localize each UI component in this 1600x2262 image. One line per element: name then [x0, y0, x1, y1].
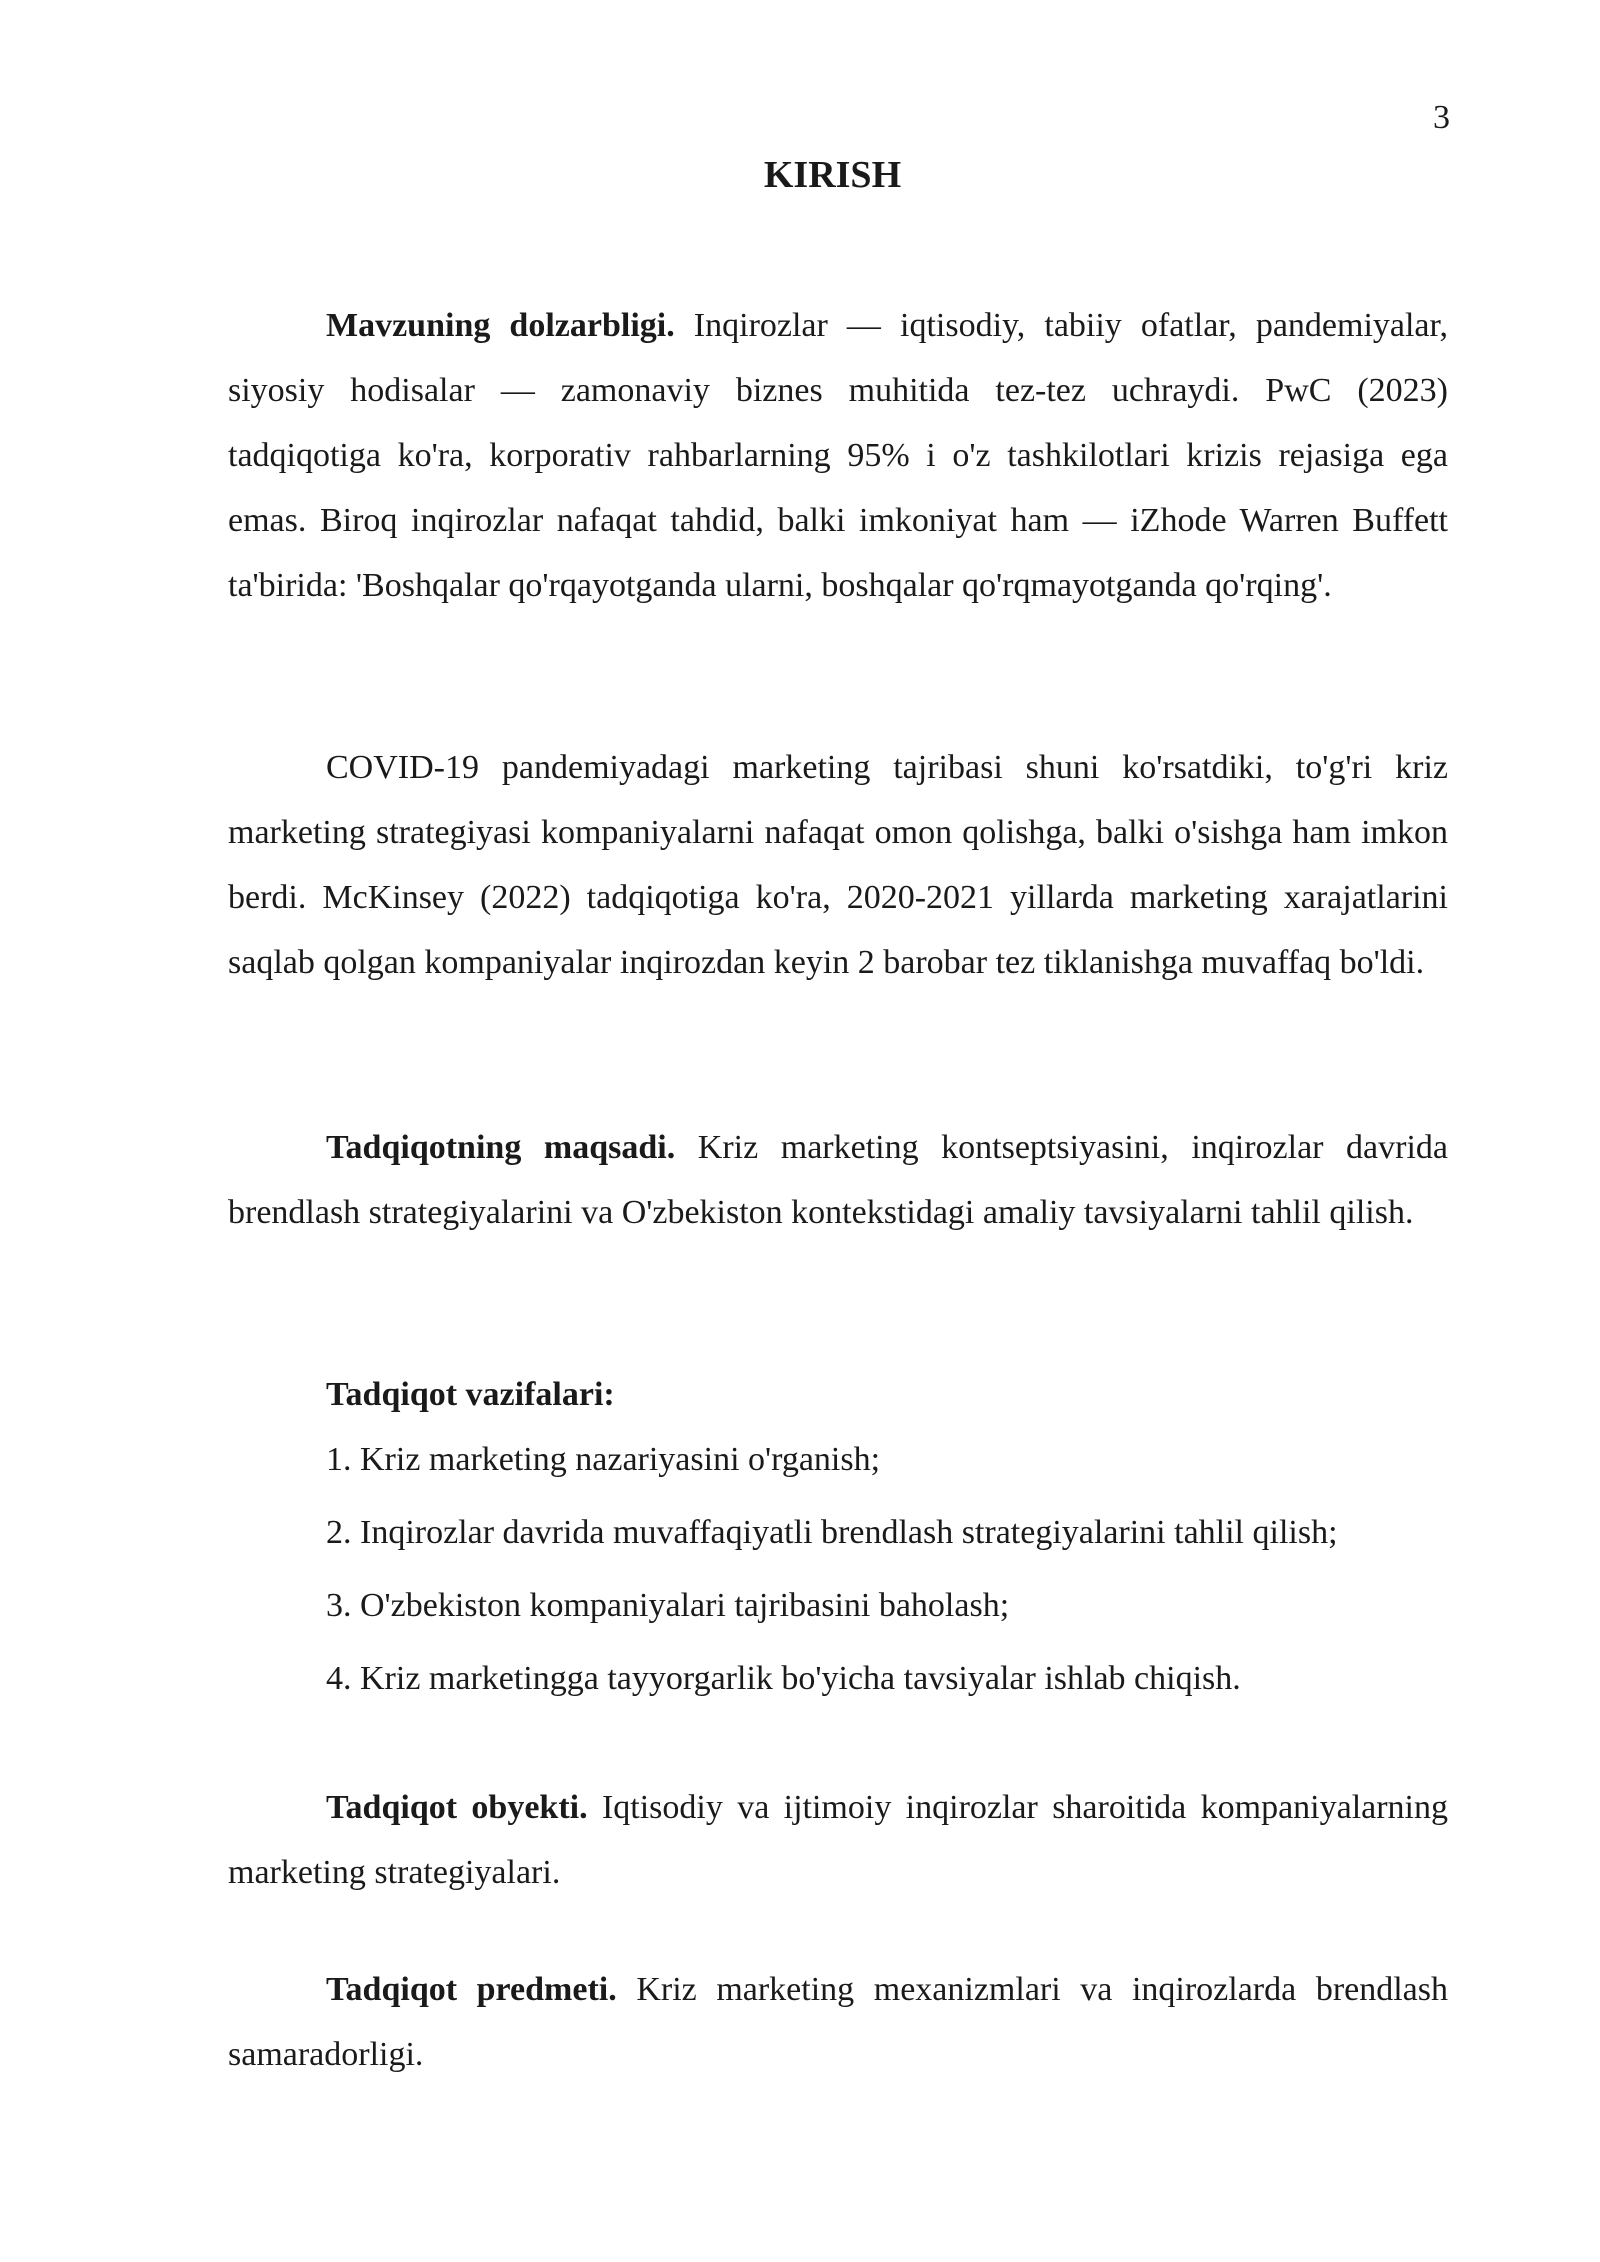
goal-paragraph-block — [228, 1115, 1448, 1245]
subject-paragraph — [228, 1957, 1448, 2087]
goal-label: Tadqiqotning maqsadi. — [326, 1129, 676, 1166]
object-paragraph — [228, 1775, 1448, 1905]
page-number: 3 — [1433, 99, 1450, 136]
task-item: 3. O'zbekiston kompaniyalari tajribasini baholash; — [326, 1587, 1010, 1624]
subject-paragraph-block — [228, 1957, 1448, 2087]
object-label: Tadqiqot obyekti. — [326, 1789, 588, 1826]
relevance-label: Mavzuning dolzarbligi. — [326, 307, 675, 344]
covid-paragraph-block — [228, 735, 1448, 995]
subject-text: Kriz marketing mexanizmlari va inqirozlarda brendlash samaradorligi. — [228, 1971, 1448, 2073]
covid-text: COVID-19 pandemiyadagi marketing tajribasi shuni ko'rsatdiki, to'g'ri kriz marketing strategiyasi kompaniyalarni nafaqat omon qolishga, balki o'sishga ham imkon berdi. McKinsey (2022) tadqiqotiga ko'ra, 2020-2021 yillarda marketing xarajatlarini saqlab qolgan kompaniyalar inqirozdan keyin 2 barobar tez tiklanishga muvaffaq bo'ldi. — [228, 749, 1448, 981]
tasks-block — [228, 1362, 1448, 1719]
task-item: 4. Kriz marketingga tayyorgarlik bo'yicha tavsiyalar ishlab chiqish. — [326, 1660, 1241, 1697]
object-paragraph-block — [228, 1775, 1448, 1905]
covid-paragraph — [228, 735, 1448, 995]
goal-text: Kriz marketing kontseptsiyasini, inqirozlar davrida brendlash strategiyalarini va O'zbekiston kontekstidagi amaliy tavsiyalarni tahlil qilish. — [228, 1129, 1448, 1231]
task-item: 1. Kriz marketing nazariyasini o'rganish; — [326, 1441, 881, 1478]
goal-paragraph — [228, 1115, 1448, 1245]
task-item: 2. Inqirozlar davrida muvaffaqiyatli brendlash strategiyalarini tahlil qilish; — [326, 1514, 1338, 1551]
relevance-text: Inqirozlar — iqtisodiy, tabiiy ofatlar, pandemiyalar, siyosiy hodisalar — zamonaviy biznes muhitida tez-tez uchraydi. PwC (2023) tadqiqotiga ko'ra, korporativ rahbarlarning 95% i o'z tashkilotlari krizis rejasiga ega emas. Biroq inqirozlar nafaqat tahdid, balki imkoniyat ham — iZhode Warren Buffett ta'birida: 'Boshqalar qo'rqayotganda ularni, boshqalar qo'rqmayotganda qo'rqing'. — [228, 307, 1448, 604]
relevance-paragraph — [228, 293, 1448, 618]
object-text: Iqtisodiy va ijtimoiy inqirozlar sharoitida kompaniyalarning marketing strategiyalari. — [228, 1789, 1449, 1891]
subject-label: Tadqiqot predmeti. — [326, 1971, 617, 2008]
relevance-paragraph-block — [228, 293, 1448, 618]
tasks-title: Tadqiqot vazifalari: — [326, 1376, 615, 1413]
section-heading: KIRISH — [763, 154, 902, 196]
tasks-list — [228, 1427, 1448, 1711]
